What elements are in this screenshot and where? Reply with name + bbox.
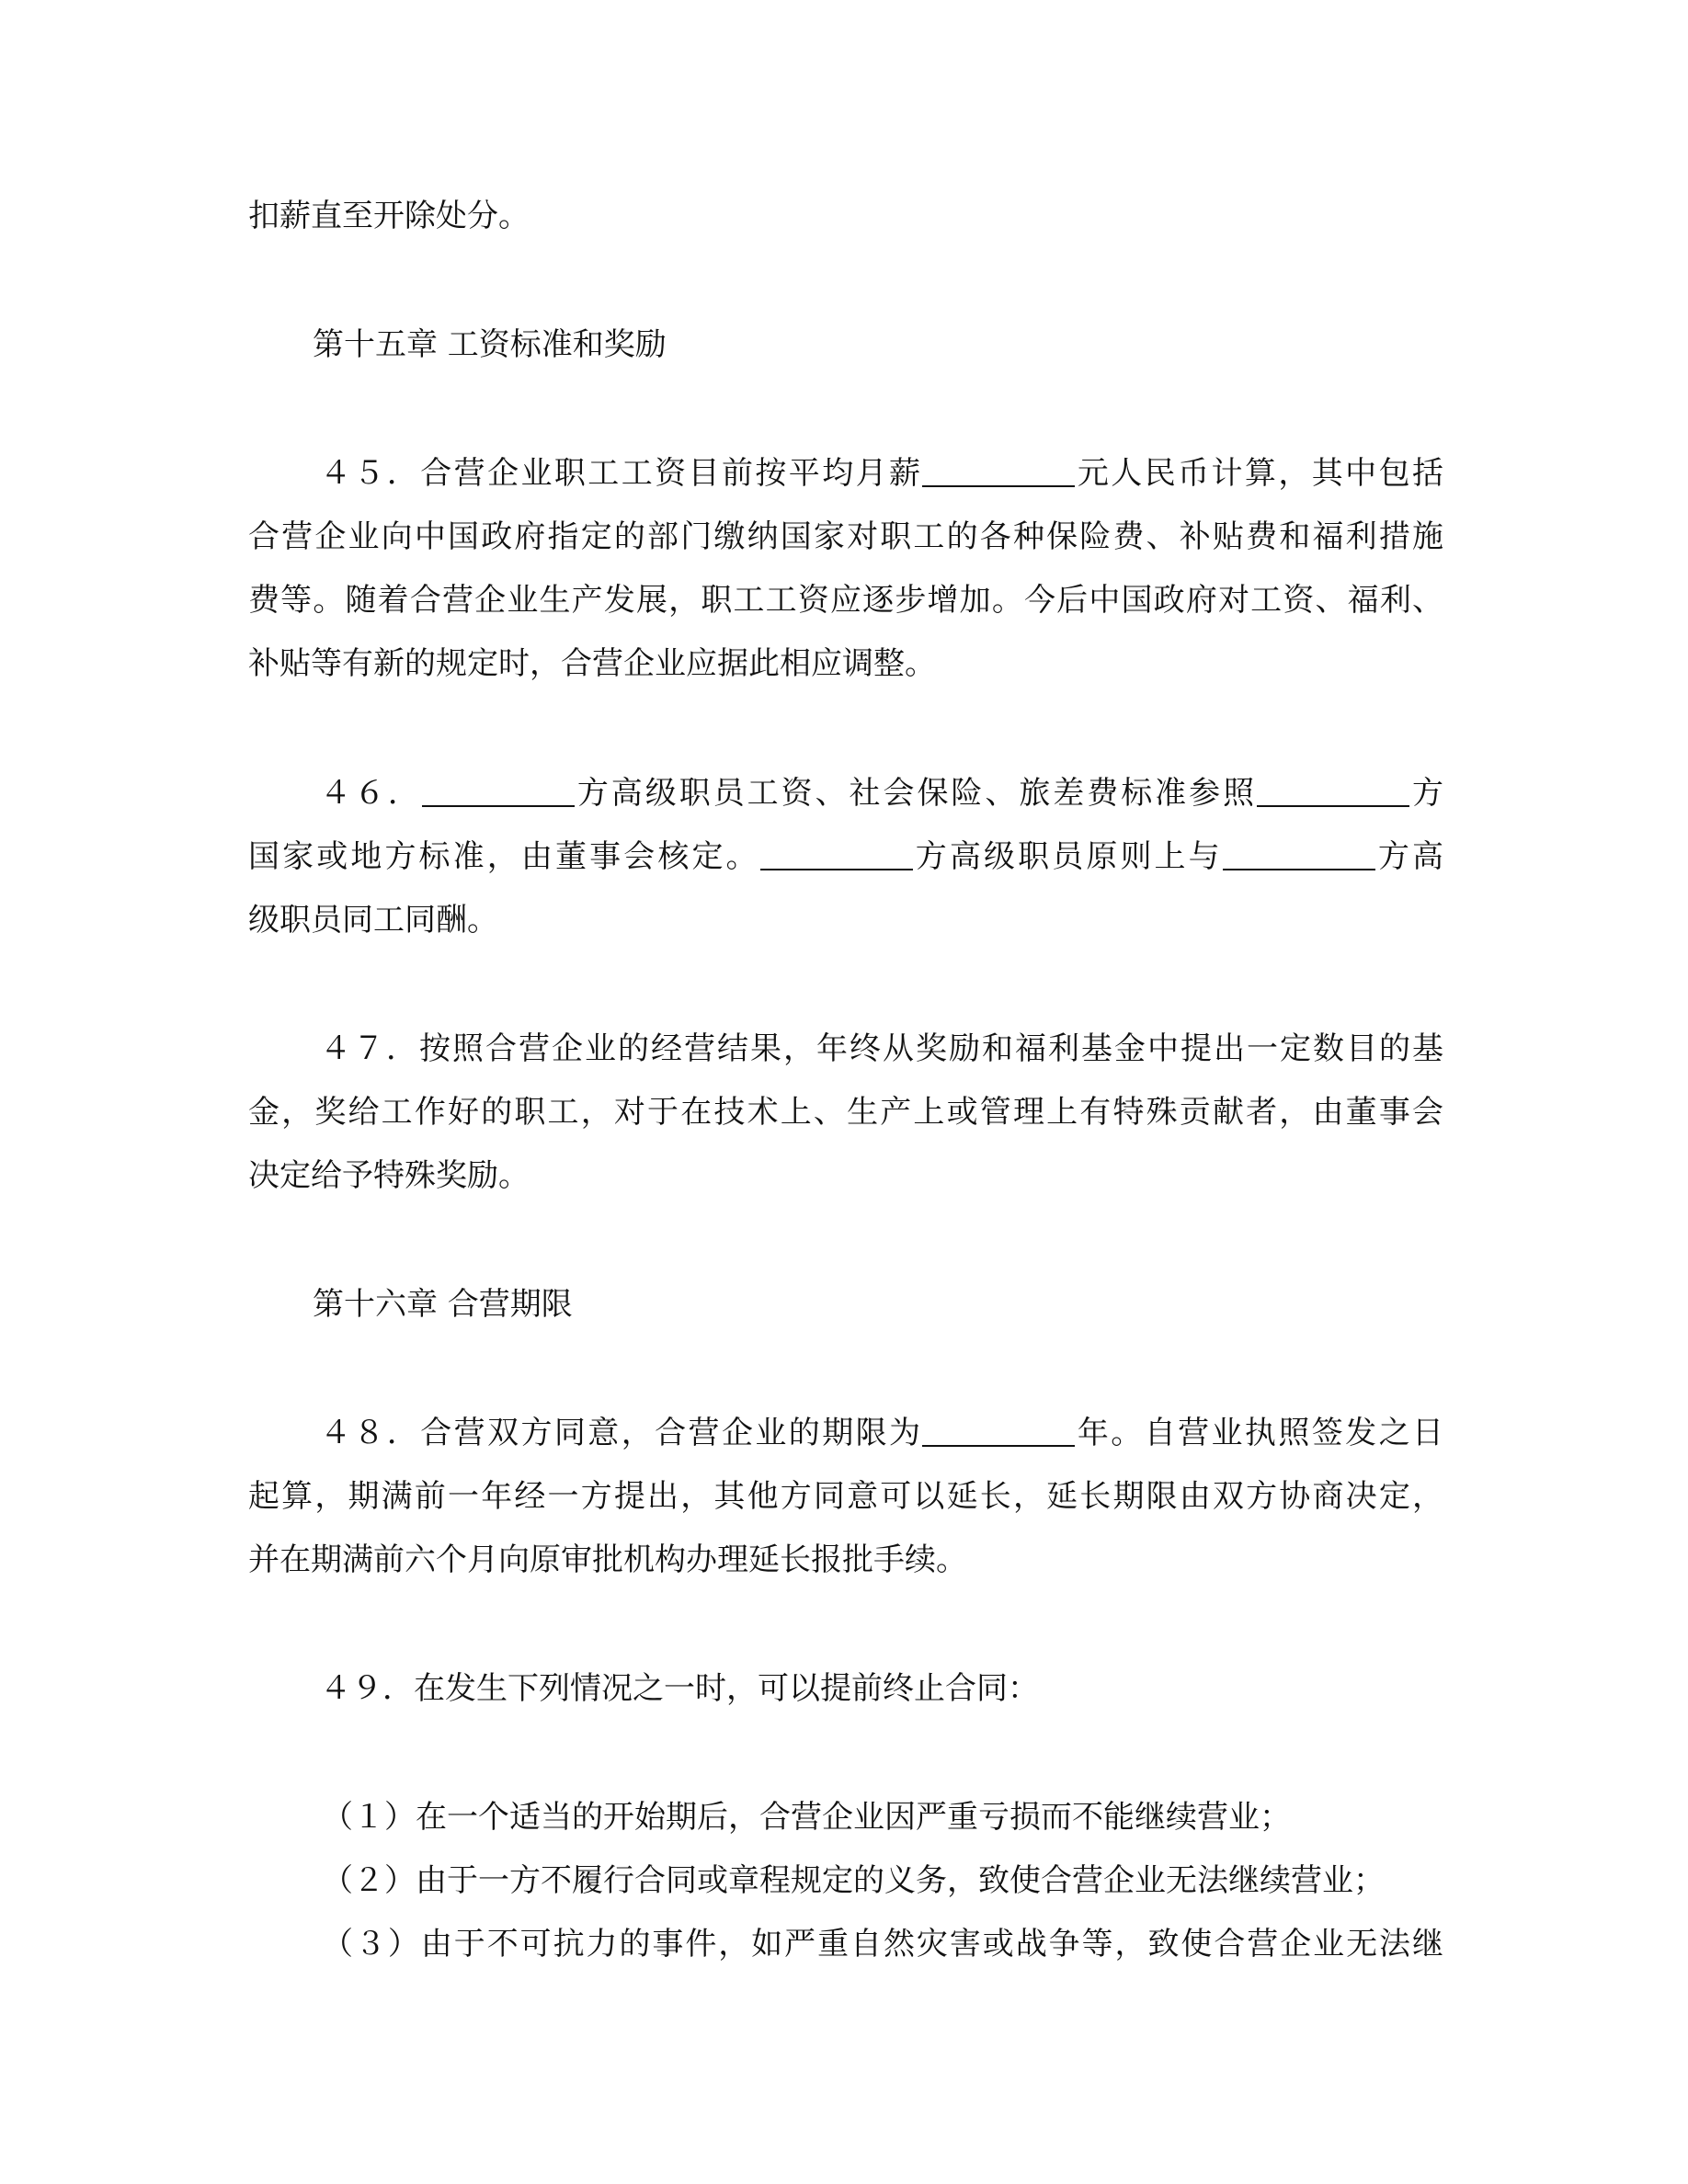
fill-in-blank bbox=[922, 1417, 1075, 1447]
fill-in-blank bbox=[1223, 841, 1375, 870]
clause-45-line-4: 补贴等有新的规定时，合营企业应据此相应调整。 bbox=[248, 645, 936, 682]
clause-48-line-2: 起算，期满前一年经一方提出，其他方同意可以延长，延长期限由双方协商决定， bbox=[248, 1478, 1443, 1515]
clause-48-line-1: ４８．合营双方同意，合营企业的期限为 年。自营业执照签发之日 bbox=[320, 1415, 1444, 1451]
list-item-1: （１）在一个适当的开始期后，合营企业因严重亏损而不能继续营业； bbox=[322, 1799, 1291, 1836]
clause-46-line-2: 国家或地方标准，由董事会核定。 方高级职员原则上与 方高 bbox=[248, 838, 1444, 875]
clause-47-line-3: 决定给予特殊奖励。 bbox=[248, 1157, 530, 1194]
fill-in-blank bbox=[1257, 778, 1409, 807]
fill-in-blank bbox=[922, 458, 1075, 487]
clause-46-line-1: ４６． 方高级职员工资、社会保险、旅差费标准参照 方 bbox=[320, 775, 1444, 812]
chapter-heading-15: 第十五章 工资标准和奖励 bbox=[313, 326, 667, 363]
list-item-3: （３）由于不可抗力的事件，如严重自然灾害或战争等，致使合营企业无法继 bbox=[322, 1926, 1443, 1962]
chapter-heading-16: 第十六章 合营期限 bbox=[313, 1286, 573, 1323]
fill-in-blank bbox=[422, 778, 575, 807]
clause-49: ４９．在发生下列情况之一时，可以提前终止合同： bbox=[320, 1670, 1039, 1707]
clause-45-line-3: 费等。随着合营企业生产发展，职工工资应逐步增加。今后中国政府对工资、福利、 bbox=[248, 582, 1443, 619]
list-item-2: （２）由于一方不履行合同或章程规定的义务，致使合营企业无法继续营业； bbox=[322, 1862, 1385, 1899]
clause-48-line-3: 并在期满前六个月向原审批机构办理延长报批手续。 bbox=[248, 1541, 967, 1578]
clause-45-line-1: ４５．合营企业职工工资目前按平均月薪 元人民币计算，其中包括 bbox=[320, 455, 1444, 492]
clause-47-line-1: ４７．按照合营企业的经营结果，年终从奖励和福利基金中提出一定数目的基 bbox=[320, 1030, 1443, 1067]
fill-in-blank bbox=[760, 841, 913, 870]
clause-47-line-2: 金，奖给工作好的职工，对于在技术上、生产上或管理上有特殊贡献者，由董事会 bbox=[248, 1094, 1443, 1131]
clause-45-line-2: 合营企业向中国政府指定的部门缴纳国家对职工的各种保险费、补贴费和福利措施 bbox=[248, 518, 1443, 555]
text-line: 扣薪直至开除处分。 bbox=[248, 198, 530, 234]
clause-46-line-3: 级职员同工同酬。 bbox=[248, 902, 498, 938]
